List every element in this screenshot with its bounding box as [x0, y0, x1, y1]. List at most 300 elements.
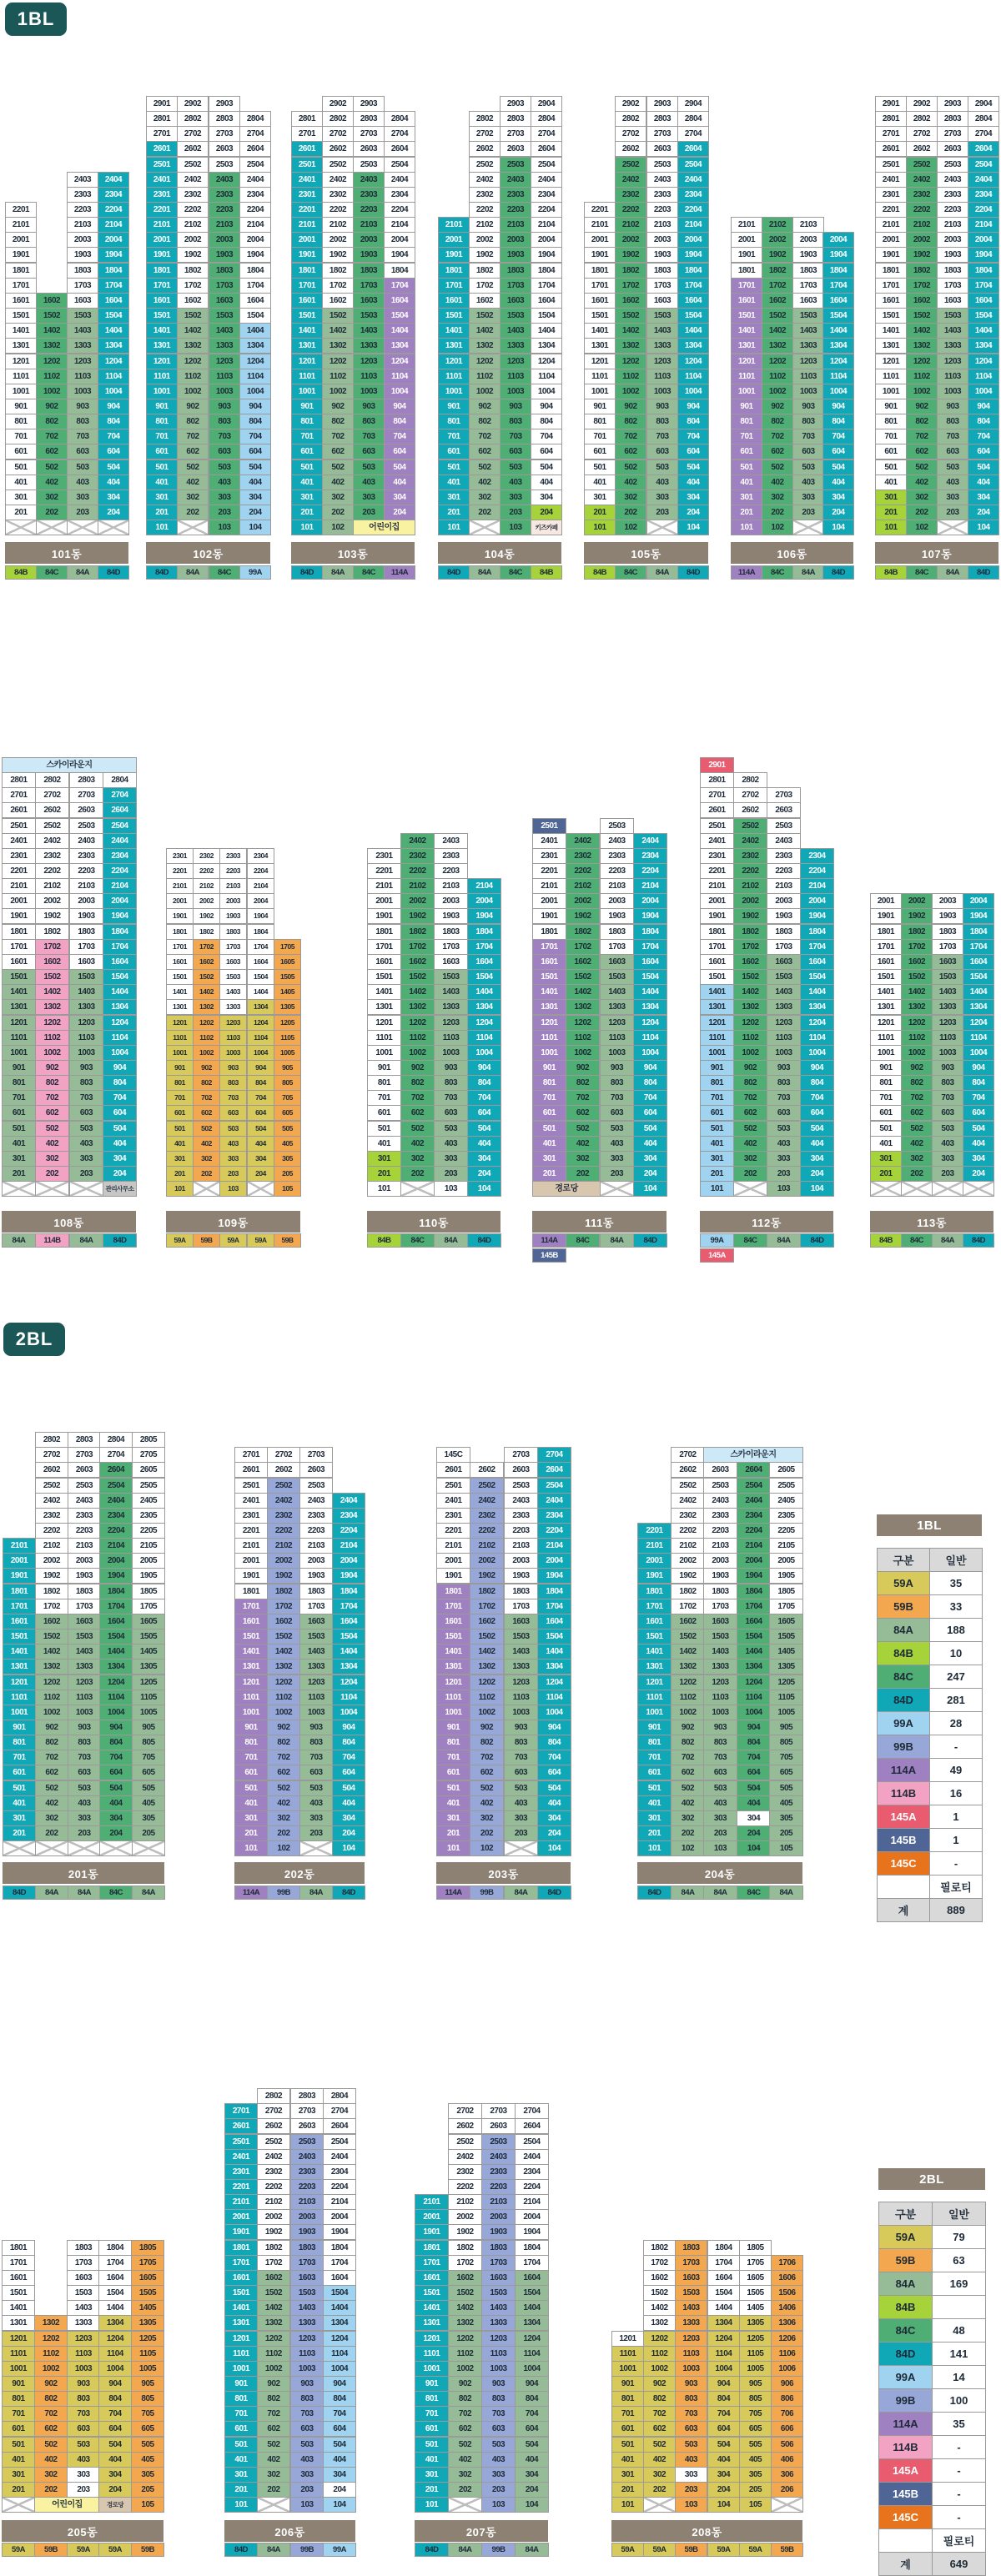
unit-cell: 1602 — [322, 293, 354, 309]
unit-cell: 1302 — [448, 2315, 482, 2331]
unit-cell: 304 — [98, 2467, 132, 2483]
unit-cell: 1604 — [707, 2270, 740, 2286]
unit-cell: 2703 — [937, 126, 968, 142]
unit-cell: 1602 — [671, 1614, 705, 1629]
unit-cell: 1701 — [436, 1599, 470, 1614]
unit-cell: 404 — [103, 1136, 137, 1152]
unit-cell: 2204 — [239, 202, 271, 218]
unit-cell: 1104 — [537, 1690, 571, 1705]
unit-cell: 1703 — [932, 939, 963, 955]
unit-cell: 1503 — [67, 308, 98, 324]
type-badge: 59A — [247, 1233, 274, 1248]
unit-cell: 702 — [733, 1090, 767, 1106]
unit-cell: 1003 — [299, 1705, 333, 1720]
unit-cell: 802 — [34, 2391, 68, 2407]
unit-cell: 601 — [224, 2421, 258, 2437]
unit-cell: 2502 — [35, 1478, 68, 1494]
type-badge: 84D — [633, 1233, 667, 1248]
unit-cell: 2802 — [35, 1432, 68, 1448]
unit-cell: 704 — [515, 2406, 549, 2422]
unit-cell: 1904 — [800, 908, 834, 924]
unit-cell: 2502 — [448, 2134, 482, 2150]
unit-cell: 302 — [257, 2467, 290, 2483]
unit-cell: 2504 — [99, 1478, 133, 1494]
unit-cell: 1702 — [470, 1599, 504, 1614]
unit-cell: 1001 — [224, 2361, 258, 2377]
unit-cell: 501 — [291, 459, 323, 475]
table-row-145A-value: 1 — [929, 1805, 983, 1829]
table-row-84C-value: 48 — [932, 2318, 986, 2343]
unit-cell: 2402 — [671, 1493, 705, 1509]
table-row-145B-type: 145B — [877, 1828, 930, 1852]
unit-cell: 2802 — [322, 111, 354, 127]
unit-cell: 1803 — [646, 263, 678, 279]
unit-cell: 1804 — [633, 924, 667, 940]
unit-cell: 1004 — [239, 384, 271, 399]
unit-cell: 2204 — [99, 1523, 133, 1539]
unit-cell: 303 — [290, 2467, 324, 2483]
unit-cell: 704 — [531, 429, 562, 444]
unit-cell: 403 — [67, 2452, 100, 2468]
unit-cell: 304 — [467, 1151, 501, 1167]
unit-cell: 602 — [762, 444, 793, 459]
unit-cell: 1901 — [584, 247, 616, 263]
unit-cell: 703 — [219, 1090, 247, 1106]
unit-cell: 703 — [504, 1750, 538, 1765]
unit-cell: 403 — [290, 2452, 324, 2468]
unit-cell: 601 — [584, 444, 616, 459]
unit-cell: 2502 — [733, 818, 767, 834]
unit-cell: 2404 — [737, 1493, 771, 1509]
type-badge: 84A — [35, 1886, 68, 1900]
unit-cell: 201 — [3, 1825, 36, 1841]
unit-cell: 1504 — [332, 1629, 365, 1645]
unit-cell: 1001 — [611, 2361, 644, 2377]
unit-cell: 2203 — [299, 1523, 333, 1539]
unit-cell: 503 — [69, 1121, 103, 1137]
unit-cell: 2504 — [103, 818, 137, 834]
unit-cell: 1704 — [247, 939, 274, 955]
unit-cell: 601 — [166, 1105, 194, 1121]
unit-cell: 802 — [671, 1735, 705, 1750]
unit-cell: 1201 — [367, 1015, 401, 1031]
unit-cell: 303 — [68, 1810, 101, 1826]
unit-cell: 1001 — [367, 1045, 401, 1061]
unit-cell: 1002 — [177, 384, 209, 399]
pilotis-cell — [132, 1840, 165, 1856]
table-row-99A-type: 99A — [878, 2365, 933, 2389]
unit-cell: 2704 — [537, 1447, 571, 1463]
unit-cell: 501 — [367, 1121, 401, 1137]
unit-cell: 903 — [504, 1720, 538, 1735]
unit-cell: 1904 — [467, 908, 501, 924]
unit-cell: 2503 — [703, 1478, 737, 1494]
unit-cell: 601 — [700, 1105, 734, 1121]
unit-cell: 604 — [98, 2421, 132, 2437]
unit-cell: 1503 — [67, 2285, 100, 2301]
unit-cell: 1802 — [906, 263, 938, 279]
unit-cell: 1703 — [792, 278, 824, 294]
unit-cell: 1702 — [901, 939, 933, 955]
unit-cell: 502 — [901, 1121, 933, 1137]
unit-cell: 2003 — [209, 232, 240, 248]
unit-cell: 204 — [515, 2482, 549, 2498]
building-bar-112동: 112동 — [700, 1211, 833, 1233]
unit-cell: 201 — [234, 1825, 268, 1841]
unit-cell: 904 — [98, 399, 129, 414]
unit-cell: 501 — [611, 2437, 644, 2453]
unit-cell: 1502 — [643, 2285, 676, 2301]
unit-cell: 2604 — [239, 141, 271, 157]
unit-cell: 1602 — [762, 293, 793, 309]
unit-cell: 301 — [700, 1151, 734, 1167]
unit-cell: 2604 — [99, 1462, 133, 1478]
unit-cell: 1804 — [515, 2240, 549, 2256]
unit-cell: 305 — [132, 1810, 165, 1826]
unit-cell: 1401 — [438, 323, 470, 339]
unit-cell: 204 — [800, 1166, 834, 1182]
unit-cell: 2403 — [67, 172, 98, 188]
unit-cell: 104 — [537, 1840, 571, 1856]
unit-cell: 503 — [481, 2437, 516, 2453]
unit-cell: 1302 — [469, 338, 500, 354]
unit-cell: 1804 — [707, 2240, 740, 2256]
unit-cell: 1106 — [771, 2346, 803, 2362]
unit-cell: 301 — [611, 2467, 644, 2483]
unit-cell: 1501 — [367, 969, 401, 985]
unit-cell: 2203 — [353, 202, 385, 218]
unit-cell: 2101 — [584, 217, 616, 233]
unit-cell: 701 — [611, 2406, 644, 2422]
unit-cell: 1702 — [671, 1599, 705, 1614]
table-row-145A-type: 145A — [877, 1805, 930, 1829]
unit-cell: 2101 — [291, 217, 323, 233]
unit-cell: 203 — [600, 1166, 634, 1182]
unit-cell: 702 — [470, 1750, 504, 1765]
unit-cell: 1004 — [968, 384, 999, 399]
unit-cell: 2003 — [434, 893, 468, 909]
unit-cell: 602 — [671, 1765, 705, 1780]
unit-cell: 802 — [193, 1075, 220, 1091]
unit-cell: 2804 — [99, 1432, 133, 1448]
building-bar-108동: 108동 — [2, 1211, 136, 1233]
unit-cell: 2201 — [224, 2179, 258, 2195]
unit-cell: 601 — [532, 1105, 566, 1121]
unit-cell: 1303 — [767, 999, 801, 1015]
unit-cell: 1904 — [737, 1568, 771, 1584]
unit-cell: 1802 — [35, 924, 69, 940]
unit-cell: 1203 — [434, 1015, 468, 1031]
type-badge: 84D — [637, 1886, 672, 1900]
unit-cell: 1803 — [703, 1584, 737, 1599]
unit-cell: 1502 — [615, 308, 646, 324]
pilotis-cell — [98, 520, 129, 535]
unit-cell: 2603 — [646, 141, 678, 157]
unit-cell: 303 — [69, 1151, 103, 1167]
unit-cell: 1604 — [677, 293, 709, 309]
unit-cell: 2301 — [2, 848, 36, 864]
unit-cell: 701 — [415, 2406, 449, 2422]
type-badge: 84A — [769, 1886, 803, 1900]
unit-cell: 1202 — [257, 2331, 290, 2347]
unit-cell: 2202 — [177, 202, 209, 218]
unit-cell: 2903 — [646, 96, 678, 112]
unit-cell: 204 — [737, 1825, 771, 1841]
unit-cell: 1102 — [267, 1690, 300, 1705]
type-badge: 84D — [822, 565, 854, 580]
unit-cell: 1101 — [2, 1030, 36, 1046]
unit-cell: 1602 — [733, 954, 767, 970]
unit-cell: 1303 — [504, 1659, 538, 1675]
unit-cell: 1503 — [792, 308, 824, 324]
unit-cell: 1003 — [932, 1045, 963, 1061]
unit-cell: 1601 — [3, 1614, 36, 1629]
unit-cell: 2202 — [35, 1523, 68, 1539]
unit-cell: 704 — [332, 1750, 365, 1765]
unit-cell: 201 — [146, 505, 178, 520]
unit-cell: 202 — [257, 2482, 290, 2498]
unit-cell: 102 — [470, 1840, 504, 1856]
unit-cell: 501 — [146, 459, 178, 475]
unit-cell: 401 — [875, 475, 907, 490]
unit-cell: 501 — [2, 2437, 35, 2453]
unit-cell: 902 — [322, 399, 354, 414]
unit-cell: 1305 — [132, 1659, 165, 1675]
unit-cell: 705 — [739, 2406, 772, 2422]
building-bar-102동: 102동 — [146, 542, 270, 564]
unit-cell: 805 — [769, 1735, 803, 1750]
unit-cell: 2704 — [239, 126, 271, 142]
unit-cell: 801 — [438, 414, 470, 429]
unit-cell: 1303 — [703, 1659, 737, 1675]
unit-cell: 301 — [637, 1810, 672, 1826]
unit-cell: 1503 — [290, 2285, 324, 2301]
table-row-114A-value: 49 — [929, 1758, 983, 1782]
unit-cell: 1304 — [537, 1659, 571, 1675]
unit-cell: 801 — [870, 1075, 902, 1091]
unit-cell: 2202 — [35, 863, 69, 879]
unit-cell: 602 — [35, 1765, 68, 1780]
unit-cell: 1801 — [870, 924, 902, 940]
unit-cell: 1302 — [901, 999, 933, 1015]
unit-cell: 104 — [323, 2497, 356, 2513]
unit-cell: 2001 — [166, 893, 194, 909]
unit-cell: 2004 — [963, 893, 994, 909]
type-badge: 114A — [234, 1886, 268, 1900]
unit-cell: 2402 — [267, 1493, 300, 1509]
unit-cell: 2703 — [500, 126, 531, 142]
unit-cell: 2102 — [469, 217, 500, 233]
unit-cell: 2402 — [177, 172, 209, 188]
unit-cell: 1603 — [209, 293, 240, 309]
unit-cell: 1101 — [584, 369, 616, 384]
unit-cell: 1301 — [584, 338, 616, 354]
unit-cell: 2904 — [677, 96, 709, 112]
type-badge: 84C — [615, 565, 646, 580]
unit-cell: 1204 — [384, 354, 415, 369]
unit-cell: 402 — [193, 1136, 220, 1152]
unit-cell: 701 — [5, 429, 37, 444]
unit-cell: 1601 — [584, 293, 616, 309]
unit-cell: 302 — [469, 490, 500, 505]
unit-cell: 2302 — [448, 2164, 482, 2180]
unit-cell: 1002 — [267, 1705, 300, 1720]
unit-cell: 2004 — [98, 232, 129, 248]
unit-cell: 604 — [515, 2421, 549, 2437]
unit-cell: 2202 — [615, 202, 646, 218]
unit-cell: 401 — [637, 1795, 672, 1811]
unit-cell: 2505 — [132, 1478, 165, 1494]
unit-cell: 402 — [35, 1136, 69, 1152]
unit-cell: 1304 — [968, 338, 999, 354]
unit-cell: 201 — [166, 1166, 194, 1182]
unit-cell: 2303 — [68, 1508, 101, 1524]
unit-cell: 201 — [2, 2482, 35, 2498]
unit-cell: 703 — [600, 1090, 634, 1106]
unit-cell: 404 — [822, 475, 854, 490]
unit-cell: 704 — [707, 2406, 740, 2422]
unit-cell: 702 — [400, 1090, 435, 1106]
unit-cell: 1104 — [323, 2346, 356, 2362]
unit-cell: 403 — [67, 475, 98, 490]
unit-cell: 405 — [769, 1795, 803, 1811]
unit-cell: 701 — [584, 429, 616, 444]
table-row-84D-type: 84D — [878, 2342, 933, 2366]
table-row-total-value: 889 — [929, 1898, 983, 1922]
unit-cell: 1003 — [646, 384, 678, 399]
unit-cell: 1903 — [600, 908, 634, 924]
unit-cell: 1504 — [247, 969, 274, 985]
unit-cell: 801 — [436, 1735, 470, 1750]
unit-cell: 805 — [274, 1075, 301, 1091]
unit-cell: 2503 — [500, 157, 531, 173]
unit-cell: 2204 — [98, 202, 129, 218]
unit-cell: 2404 — [531, 172, 562, 188]
unit-cell: 1801 — [146, 263, 178, 279]
type-badge: 84A — [646, 565, 678, 580]
unit-cell: 1601 — [367, 954, 401, 970]
unit-cell: 2902 — [177, 96, 209, 112]
unit-cell: 2401 — [436, 1493, 470, 1509]
table-row-59B-value: 33 — [929, 1594, 983, 1619]
unit-cell: 701 — [234, 1750, 268, 1765]
unit-cell: 1401 — [234, 1644, 268, 1660]
unit-cell: 403 — [792, 475, 824, 490]
unit-cell: 1805 — [132, 1584, 165, 1599]
unit-cell: 1901 — [291, 247, 323, 263]
unit-cell: 405 — [131, 2452, 164, 2468]
unit-cell: 2204 — [384, 202, 415, 218]
unit-cell: 1304 — [103, 999, 137, 1015]
unit-cell: 2004 — [332, 1553, 365, 1569]
amenity-cell-어린이집: 어린이집 — [353, 520, 415, 535]
unit-cell: 902 — [566, 1060, 600, 1076]
unit-cell: 1703 — [290, 2255, 324, 2271]
unit-cell: 1603 — [937, 293, 968, 309]
unit-cell: 1402 — [671, 1644, 705, 1660]
unit-cell: 2802 — [733, 772, 767, 788]
unit-cell: 403 — [209, 475, 240, 490]
unit-cell: 1604 — [633, 954, 667, 970]
unit-cell: 2402 — [469, 172, 500, 188]
unit-cell: 1102 — [470, 1690, 504, 1705]
unit-cell: 2001 — [415, 2209, 449, 2225]
unit-cell: 2301 — [875, 187, 907, 203]
unit-cell: 1904 — [323, 2224, 356, 2240]
table-row-99A-type: 99A — [877, 1711, 930, 1735]
unit-cell: 1802 — [322, 263, 354, 279]
unit-cell: 203 — [675, 2482, 707, 2498]
unit-cell: 2201 — [436, 1523, 470, 1539]
unit-cell: 803 — [481, 2391, 516, 2407]
unit-cell: 502 — [177, 459, 209, 475]
unit-cell: 802 — [469, 414, 500, 429]
unit-cell: 2303 — [209, 187, 240, 203]
unit-cell: 1803 — [219, 924, 247, 940]
table-row-145B-value: 1 — [929, 1828, 983, 1852]
unit-cell: 202 — [34, 2482, 68, 2498]
unit-cell: 2204 — [247, 863, 274, 879]
table-row-145C-type: 145C — [878, 2505, 933, 2529]
unit-cell: 2001 — [731, 232, 762, 248]
unit-cell: 1105 — [274, 1030, 301, 1046]
unit-cell: 1701 — [5, 278, 37, 294]
unit-cell: 702 — [671, 1750, 705, 1765]
unit-cell: 204 — [323, 2482, 356, 2498]
unit-cell: 2403 — [434, 833, 468, 849]
unit-cell: 802 — [762, 414, 793, 429]
unit-cell: 504 — [707, 2437, 740, 2453]
unit-cell: 1603 — [792, 293, 824, 309]
unit-cell: 1103 — [646, 369, 678, 384]
unit-cell: 1904 — [103, 908, 137, 924]
unit-cell: 1602 — [469, 293, 500, 309]
unit-cell: 1305 — [769, 1659, 803, 1675]
unit-cell: 2503 — [68, 1478, 101, 1494]
unit-cell: 401 — [5, 475, 37, 490]
unit-cell: 2303 — [703, 1508, 737, 1524]
unit-cell: 203 — [767, 1166, 801, 1182]
unit-cell: 602 — [470, 1765, 504, 1780]
unit-cell: 105 — [739, 2497, 772, 2513]
unit-cell: 2301 — [367, 848, 401, 864]
unit-cell: 2003 — [500, 232, 531, 248]
unit-cell: 1005 — [739, 2361, 772, 2377]
unit-cell: 504 — [537, 1780, 571, 1796]
unit-cell: 801 — [731, 414, 762, 429]
unit-cell: 2002 — [35, 1553, 68, 1569]
unit-cell: 804 — [98, 414, 129, 429]
unit-cell: 804 — [537, 1735, 571, 1750]
unit-cell: 2303 — [481, 2164, 516, 2180]
unit-cell: 1304 — [239, 338, 271, 354]
unit-cell: 1004 — [98, 384, 129, 399]
unit-cell: 601 — [731, 444, 762, 459]
unit-cell: 1004 — [247, 1045, 274, 1061]
unit-cell: 502 — [257, 2437, 290, 2453]
unit-cell: 202 — [906, 505, 938, 520]
type-badge: 114A — [532, 1233, 566, 1248]
unit-cell: 1203 — [767, 1015, 801, 1031]
unit-cell: 1304 — [515, 2315, 549, 2331]
unit-cell: 1903 — [703, 1568, 737, 1584]
unit-cell: 1104 — [822, 369, 854, 384]
unit-cell: 501 — [234, 1780, 268, 1796]
unit-cell: 1204 — [239, 354, 271, 369]
unit-cell: 902 — [615, 399, 646, 414]
unit-cell: 1104 — [247, 1030, 274, 1046]
unit-cell: 1501 — [438, 308, 470, 324]
